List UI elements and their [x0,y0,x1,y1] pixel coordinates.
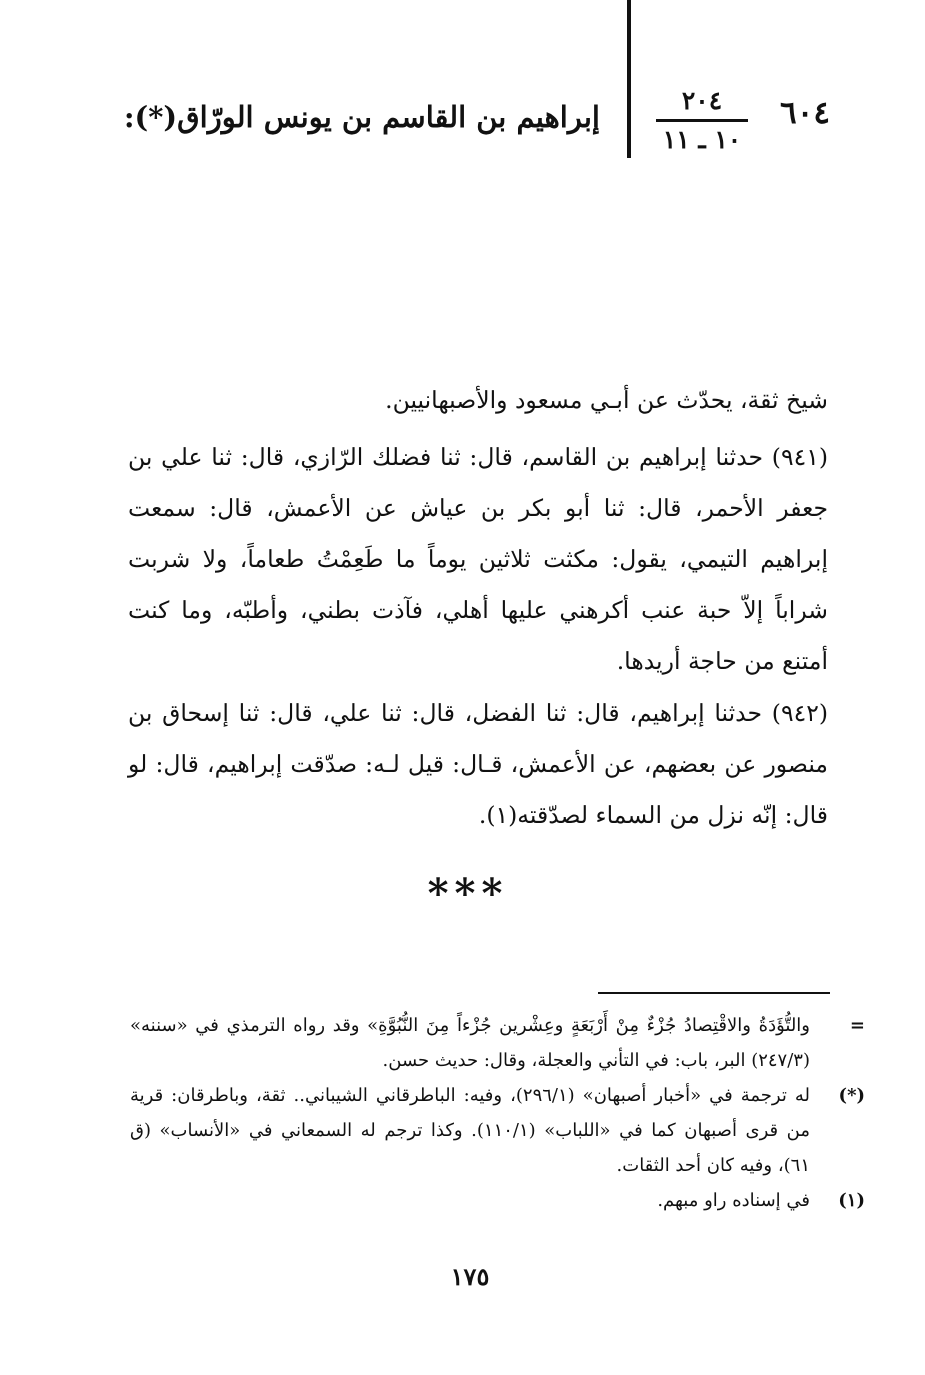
header-vertical-rule [627,0,631,158]
section-separator: *** [427,870,509,917]
footnote-rule [598,992,830,994]
footnote-1 [130,1183,865,1218]
footnotes [130,1008,865,1218]
footnote-text: له ترجمة في «أخبار أصبهان» (٢٩٦/١)، وفيه: الباطرقاني الشيباني.. ثقة، وباطرقان: قرية من قرى أصبهان كما في «اللباب» (١١٠/١). وكذا ترجم له السمعاني في «الأنساب» (ق ٦١)، وفيه كان أحد الثقات. [130,1085,810,1176]
entry-number: ٦٠٤ [780,95,830,131]
footnote-mark: = [849,1015,865,1036]
fraction-bar [656,119,748,122]
page-number: ١٧٥ [450,1262,490,1291]
hadith-941-paragraph: (٩٤١) حدثنا إبراهيم بن القاسم، قال: ثنا فضلك الرّازي، قال: ثنا علي بن جعفر الأحمر، قال: ثنا أبو بكر بن عياش عن الأعمش، قال: سمعت إبراهيم التيمي، يقول: مكثت ثلاثين يوماً ما طَعِمْتُ طعاماً، ولا شربت شراباً إلاّ حبة عنب أكرهني عليها أهلي، فآذت بطني، وأطبّه، وما كنت أمتنع من حاجة أريدها. [128,443,828,675]
footnote-text: والتُّؤَدَةُ والاقْتِصادُ جُزْءٌ مِنْ أَرْبَعَةٍ وعِشْرين جُزْءاً مِنَ النُّبُوَّةِ» وقد رواه الترمذي في «سننه» (٢٤٧/٣) البر، باب: في التأني والعجلة، وقال: حديث حسن. [130,1015,810,1071]
reference-denominator: ١٠ ـ ١١ [662,125,742,154]
footnote-continuation [130,1008,865,1078]
footnote-text: في إسناده راو مبهم. [657,1190,810,1211]
hadith-942-paragraph: (٩٤٢) حدثنا إبراهيم، قال: ثنا الفضل، قال: ثنا علي، قال: ثنا إسحاق بن منصور عن بعضهم، عن الأعمش، قـال: قيل لـه: صدّقت إبراهيم، قال: لو قال: إنّه نزل من السماء لصدّقته(١). [128,699,828,829]
reference-numerator: ٢٠٤ [681,86,723,115]
footnote-star [130,1078,865,1183]
intro-paragraph: شيخ ثقة، يحدّث عن أبـي مسعود والأصبهانيين. [385,386,828,414]
footnote-mark: (١) [838,1190,865,1211]
footnote-mark: (*) [838,1085,865,1106]
reference-fraction [650,85,754,156]
entry-title: إبراهيم بن القاسم بن يونس الورّاق(*): [123,100,600,134]
